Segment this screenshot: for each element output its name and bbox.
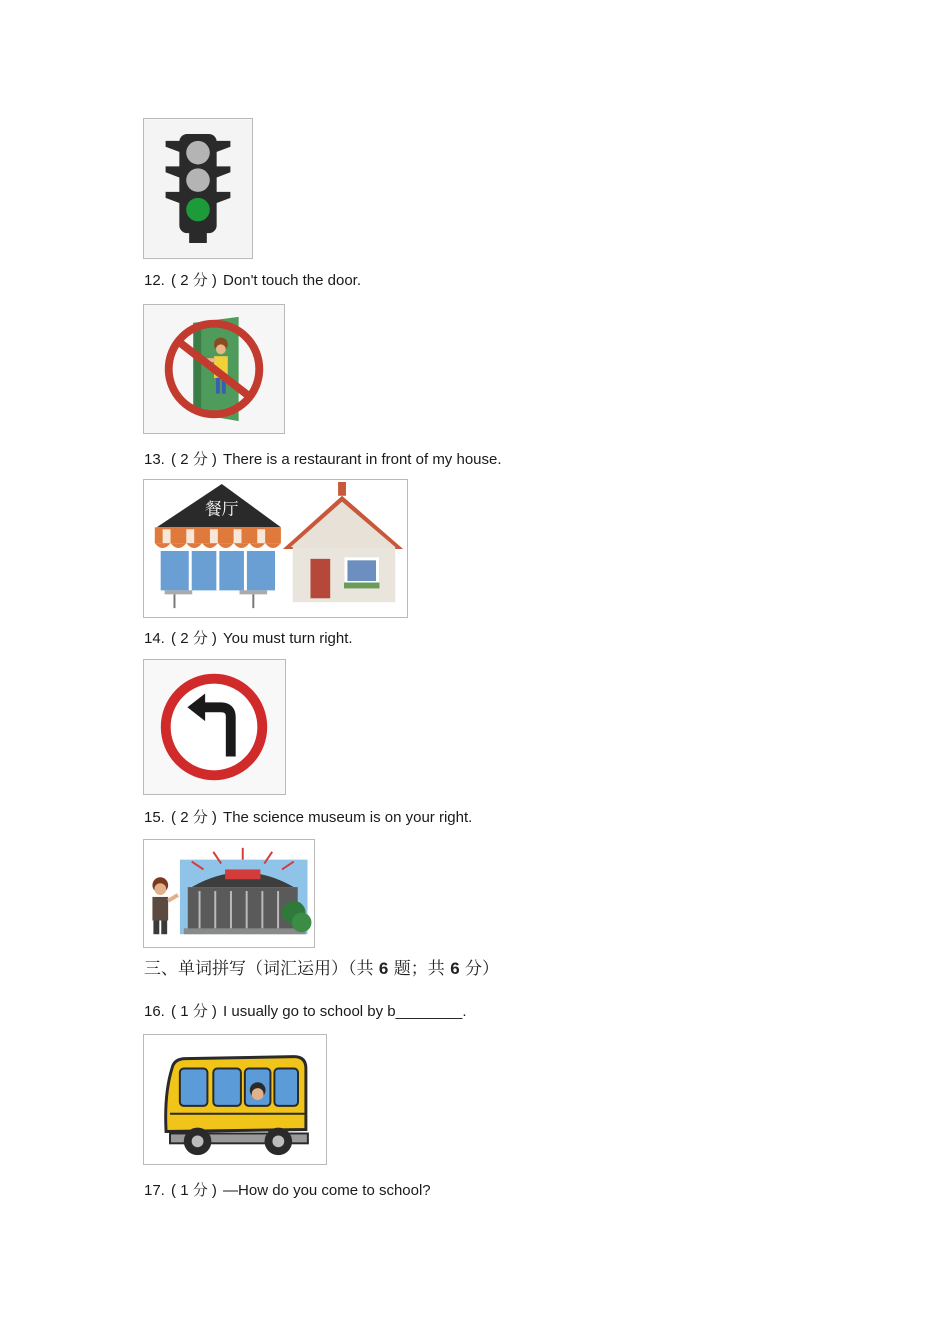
question-15 [144,809,472,827]
question-score: ( 1 分 ) [171,1003,217,1020]
turn-sign-figure [143,659,286,795]
question-text: —How do you come to school? [223,1182,431,1199]
question-number: 14. [144,630,165,647]
question-score: ( 2 分 ) [171,451,217,468]
school-bus-figure [143,1034,327,1165]
question-text: There is a restaurant in front of my house. [223,451,502,468]
question-text: The science museum is on your right. [223,809,473,826]
question-number: 13. [144,451,165,468]
question-14 [144,630,353,648]
question-text: Don't touch the door. [223,272,362,289]
science-museum-icon [144,840,314,947]
no-touch-door-figure [143,304,285,434]
section-mid: 题；共 [388,959,451,979]
question-text: You must turn right. [223,630,353,647]
question-16 [144,1003,467,1021]
section-3-heading [144,959,499,979]
section-prefix: 三、单词拼写（词汇运用）（共 [144,959,379,979]
question-13 [144,451,502,469]
question-number: 12. [144,272,165,289]
question-number: 16. [144,1003,165,1020]
question-score: ( 1 分 ) [171,1182,217,1199]
question-12 [144,272,361,290]
section-suffix: 分） [459,959,500,979]
section-total-points: 6 [450,959,460,978]
question-score: ( 2 分 ) [171,630,217,647]
traffic-light-icon [144,119,252,258]
question-score: ( 2 分 ) [171,809,217,826]
question-score: ( 2 分 ) [171,272,217,289]
science-museum-figure [143,839,315,948]
question-number: 17. [144,1182,165,1199]
school-bus-icon [144,1035,326,1164]
restaurant-house-figure [143,479,408,618]
traffic-light-figure [143,118,253,259]
question-17 [144,1182,431,1200]
no-left-turn-sign-icon [144,660,285,794]
section-question-count: 6 [378,959,389,978]
restaurant-and-house-icon [144,480,407,617]
restaurant-sign-text: 餐厅 [205,498,239,519]
question-number: 15. [144,809,165,826]
question-text: I usually go to school by b________. [223,1003,467,1020]
no-touch-door-sign-icon [144,305,284,433]
